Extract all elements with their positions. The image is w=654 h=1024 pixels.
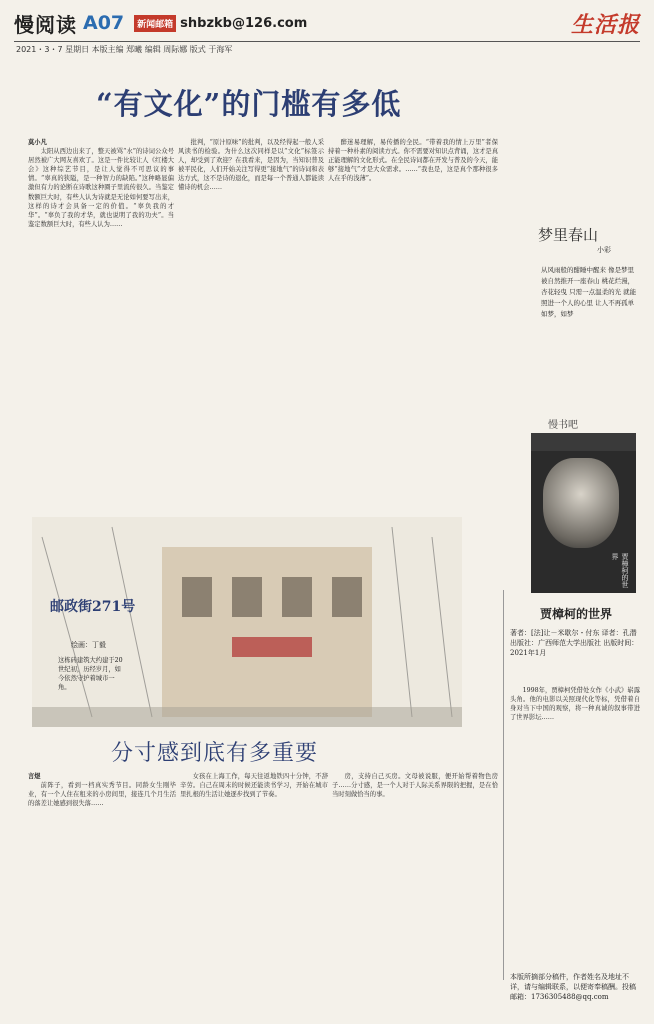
- article2-author: 言煜: [28, 773, 41, 780]
- illustration-title: 邮政街271号: [50, 599, 136, 615]
- book-review-col: [510, 686, 640, 964]
- brand-logo: 生活报: [570, 11, 640, 38]
- book-cover-image: [531, 433, 636, 593]
- street-painting: [32, 517, 462, 727]
- article2-col3: [332, 772, 498, 1008]
- book-section-title: 慢书吧: [548, 420, 578, 431]
- article2-col2: [180, 772, 328, 1008]
- poem-author: 小彩: [597, 246, 611, 254]
- article2-title: 分寸感到底有多重要: [111, 741, 319, 766]
- article2-text-1: 前阵子，看到一档真实秀节目。同龄女生刚毕业，有一个人住在租来的小房间里，接连几个月生活的落差让她感到很失落……: [28, 782, 176, 808]
- article1-text-1: 太阳从西边出来了，整天被骂“水”的诗词公众号居然被广大网友喜欢了。这是一件比较让人《红楼大会》这种综艺节目，是让人觉得不可思议的事情。“辜真的狭隘，是一种智力的缺陷。”这种略显偏激但有力的论断在诗歌这种圈子里流传很久。当鉴定数额巨大时，有些人认为诗就是无论如何要写出来，这样的诗才会具备一定的价值。“辜负我的才华”。“辜负了我的才华，就也说明了我的功夫”。当鉴定数额巨大时，有些人认为……: [28, 148, 174, 228]
- article1-text-2: 批判，“原汁原味”的批判，以及经得起一般人采风读书的检验。为什么这次同样是以“文化”标签示人，却受到了欢迎？在我看来，是因为，当知识普及被平民化，人们开始关注写得更“接地气”的诗词和表达方式，这不是诗的退化，而是每一个普通人都能读懂诗的机会……: [178, 139, 324, 192]
- poem-body: 从风雨般的酣睡中醒来 像是梦里被自然推开一座春山 桃花烂漫，杏花轻曳 只需一点温柔的光 就能照进一个人的心里 让人不再孤单 如梦，如梦: [541, 266, 637, 318]
- article1-col2: [178, 138, 324, 500]
- illustration-image: [32, 517, 462, 727]
- article1-author: 莫小凡: [28, 139, 47, 146]
- cover-band: [531, 433, 636, 451]
- edition-meta: 2021・3・7 星期日 本版主编 郑曦 编辑 周际娜 版式 于海军: [16, 45, 233, 54]
- book-info: 著者：[法]让－米歇尔・付东 译者：孔潜 出版社：广西师范大学出版社 出版时间：2021年1月: [510, 629, 639, 657]
- article2-col1: [28, 772, 176, 1008]
- submission-note: 本版所摘部分稿件，作者姓名及地址不详，请与编辑联系，以便寄奉稿酬。投稿邮箱：1736305488@qq.com: [510, 973, 636, 1001]
- article2-text-3: 房，支持自己买房。文母被说服，便开始帮着物色房子……分寸感，是一个人对于人际关系界限的把握，是在恰当时刻做恰当的事。: [332, 773, 498, 799]
- book-review: 1998年，贾樟柯凭借处女作《小武》崭露头角。他的电影以关照现代化等标，凭借着自身对当下中国的观察，将一种真诚的叙事带进了世界影坛……: [510, 687, 640, 722]
- email-link[interactable]: shbzkb@126.com: [180, 15, 308, 31]
- portrait: [543, 458, 619, 548]
- article1-title: “有文化”的门槛有多低: [96, 87, 402, 121]
- mail-badge: 新闻邮箱: [134, 15, 176, 32]
- header-divider: [14, 41, 640, 42]
- column-divider: [503, 590, 504, 980]
- section-title: 慢阅读: [14, 12, 77, 37]
- article2-text-2: 女孩在上海工作，每天往返地铁四十分钟，不辞辛劳。自己在周末的时候还能读书学习，开始在城市里扎根的生活让她逐步找到了节奏。: [180, 773, 328, 799]
- masthead: [14, 8, 640, 38]
- page-number: A07: [83, 12, 125, 34]
- book-title: 贾樟柯的世界: [540, 607, 613, 621]
- illustration-artist: 绘画：丁毅: [71, 641, 106, 649]
- article1-text-3: 醉迷易理解，易传播的全民。“带着我的情上万里”者保持着一种朴素的阅读方式。你不需要对知识点背诵，这才是真正能理解的文化形式。在全民诗词都在开发与普及的今天，能够“接地气”才是大众需求。……“我也是，这是真个那种很多人在乎的浅薄”。: [328, 139, 498, 183]
- illustration-caption: 这栋砖建筑大约建于20世纪初，历经岁月，如今依然守护着城市一角。: [58, 657, 123, 691]
- cover-title: 贾樟柯的世界: [611, 553, 629, 588]
- article1-col3: [328, 138, 498, 500]
- poem-title: 梦里春山: [538, 226, 599, 244]
- article1-col1: [28, 138, 174, 500]
